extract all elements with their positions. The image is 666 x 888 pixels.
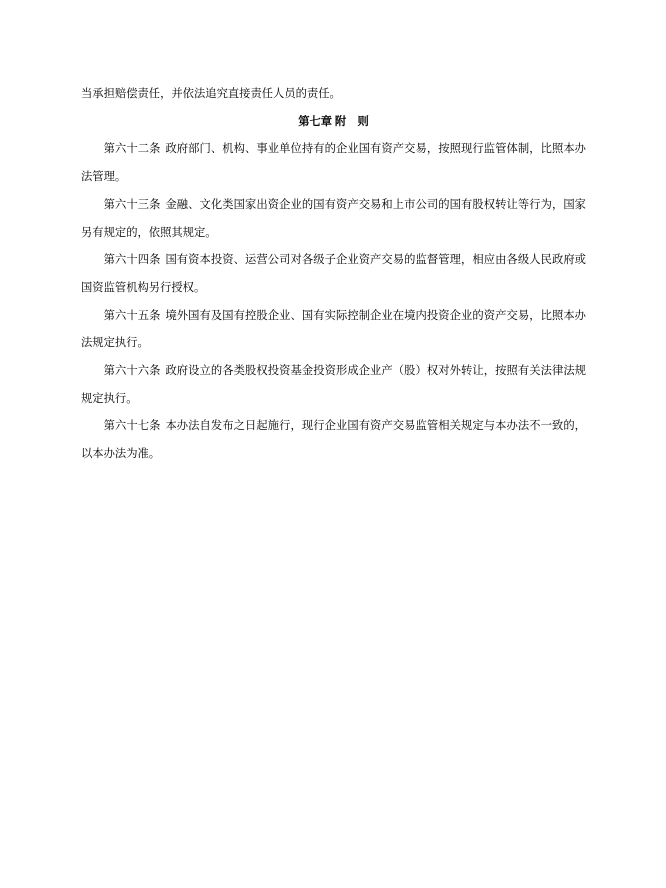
article-65-body: 境外国有及国有控股企业、国有实际控制企业在境内投资企业的资产交易，比照本办法规定执行。 bbox=[81, 309, 586, 350]
article-62-paragraph bbox=[81, 136, 586, 191]
article-63-paragraph bbox=[81, 192, 586, 247]
article-67-body: 本办法自发布之日起施行，现行企业国有资产交易监管相关规定与本办法不一致的，以本办法为准。 bbox=[81, 420, 586, 461]
article-66-body: 政府设立的各类股权投资基金投资形成企业产（股）权对外转让，按照有关法律法规规定执行。 bbox=[81, 365, 586, 405]
continuation-paragraph: 当承担赔偿责任，并依法追究直接责任人员的责任。 bbox=[81, 88, 341, 100]
article-65-number: 第六十五条 bbox=[103, 309, 161, 322]
article-64-body: 国有资本投资、运营公司对各级子企业资产交易的监督管理，相应由各级人民政府或国资监管机构另行授权。 bbox=[81, 254, 586, 294]
article-64-paragraph bbox=[81, 247, 586, 302]
article-63-body: 金融、文化类国家出资企业的国有资产交易和上市公司的国有股权转让等行为，国家另有规定的，依照其规定。 bbox=[81, 198, 586, 239]
article-64-number: 第六十四条 bbox=[103, 254, 161, 267]
article-62-body: 政府部门、机构、事业单位持有的企业国有资产交易，按照现行监管体制，比照本办法管理。 bbox=[81, 143, 586, 184]
article-67-paragraph bbox=[81, 413, 586, 468]
article-66-number: 第六十六条 bbox=[103, 365, 161, 378]
article-62-number: 第六十二条 bbox=[103, 143, 161, 156]
article-66-paragraph bbox=[81, 358, 586, 413]
article-67-number: 第六十七条 bbox=[103, 420, 161, 433]
article-65-paragraph bbox=[81, 303, 586, 358]
document-content bbox=[81, 81, 586, 469]
chapter-heading: 第七章 附 则 bbox=[298, 115, 369, 128]
article-63-number: 第六十三条 bbox=[103, 198, 161, 211]
